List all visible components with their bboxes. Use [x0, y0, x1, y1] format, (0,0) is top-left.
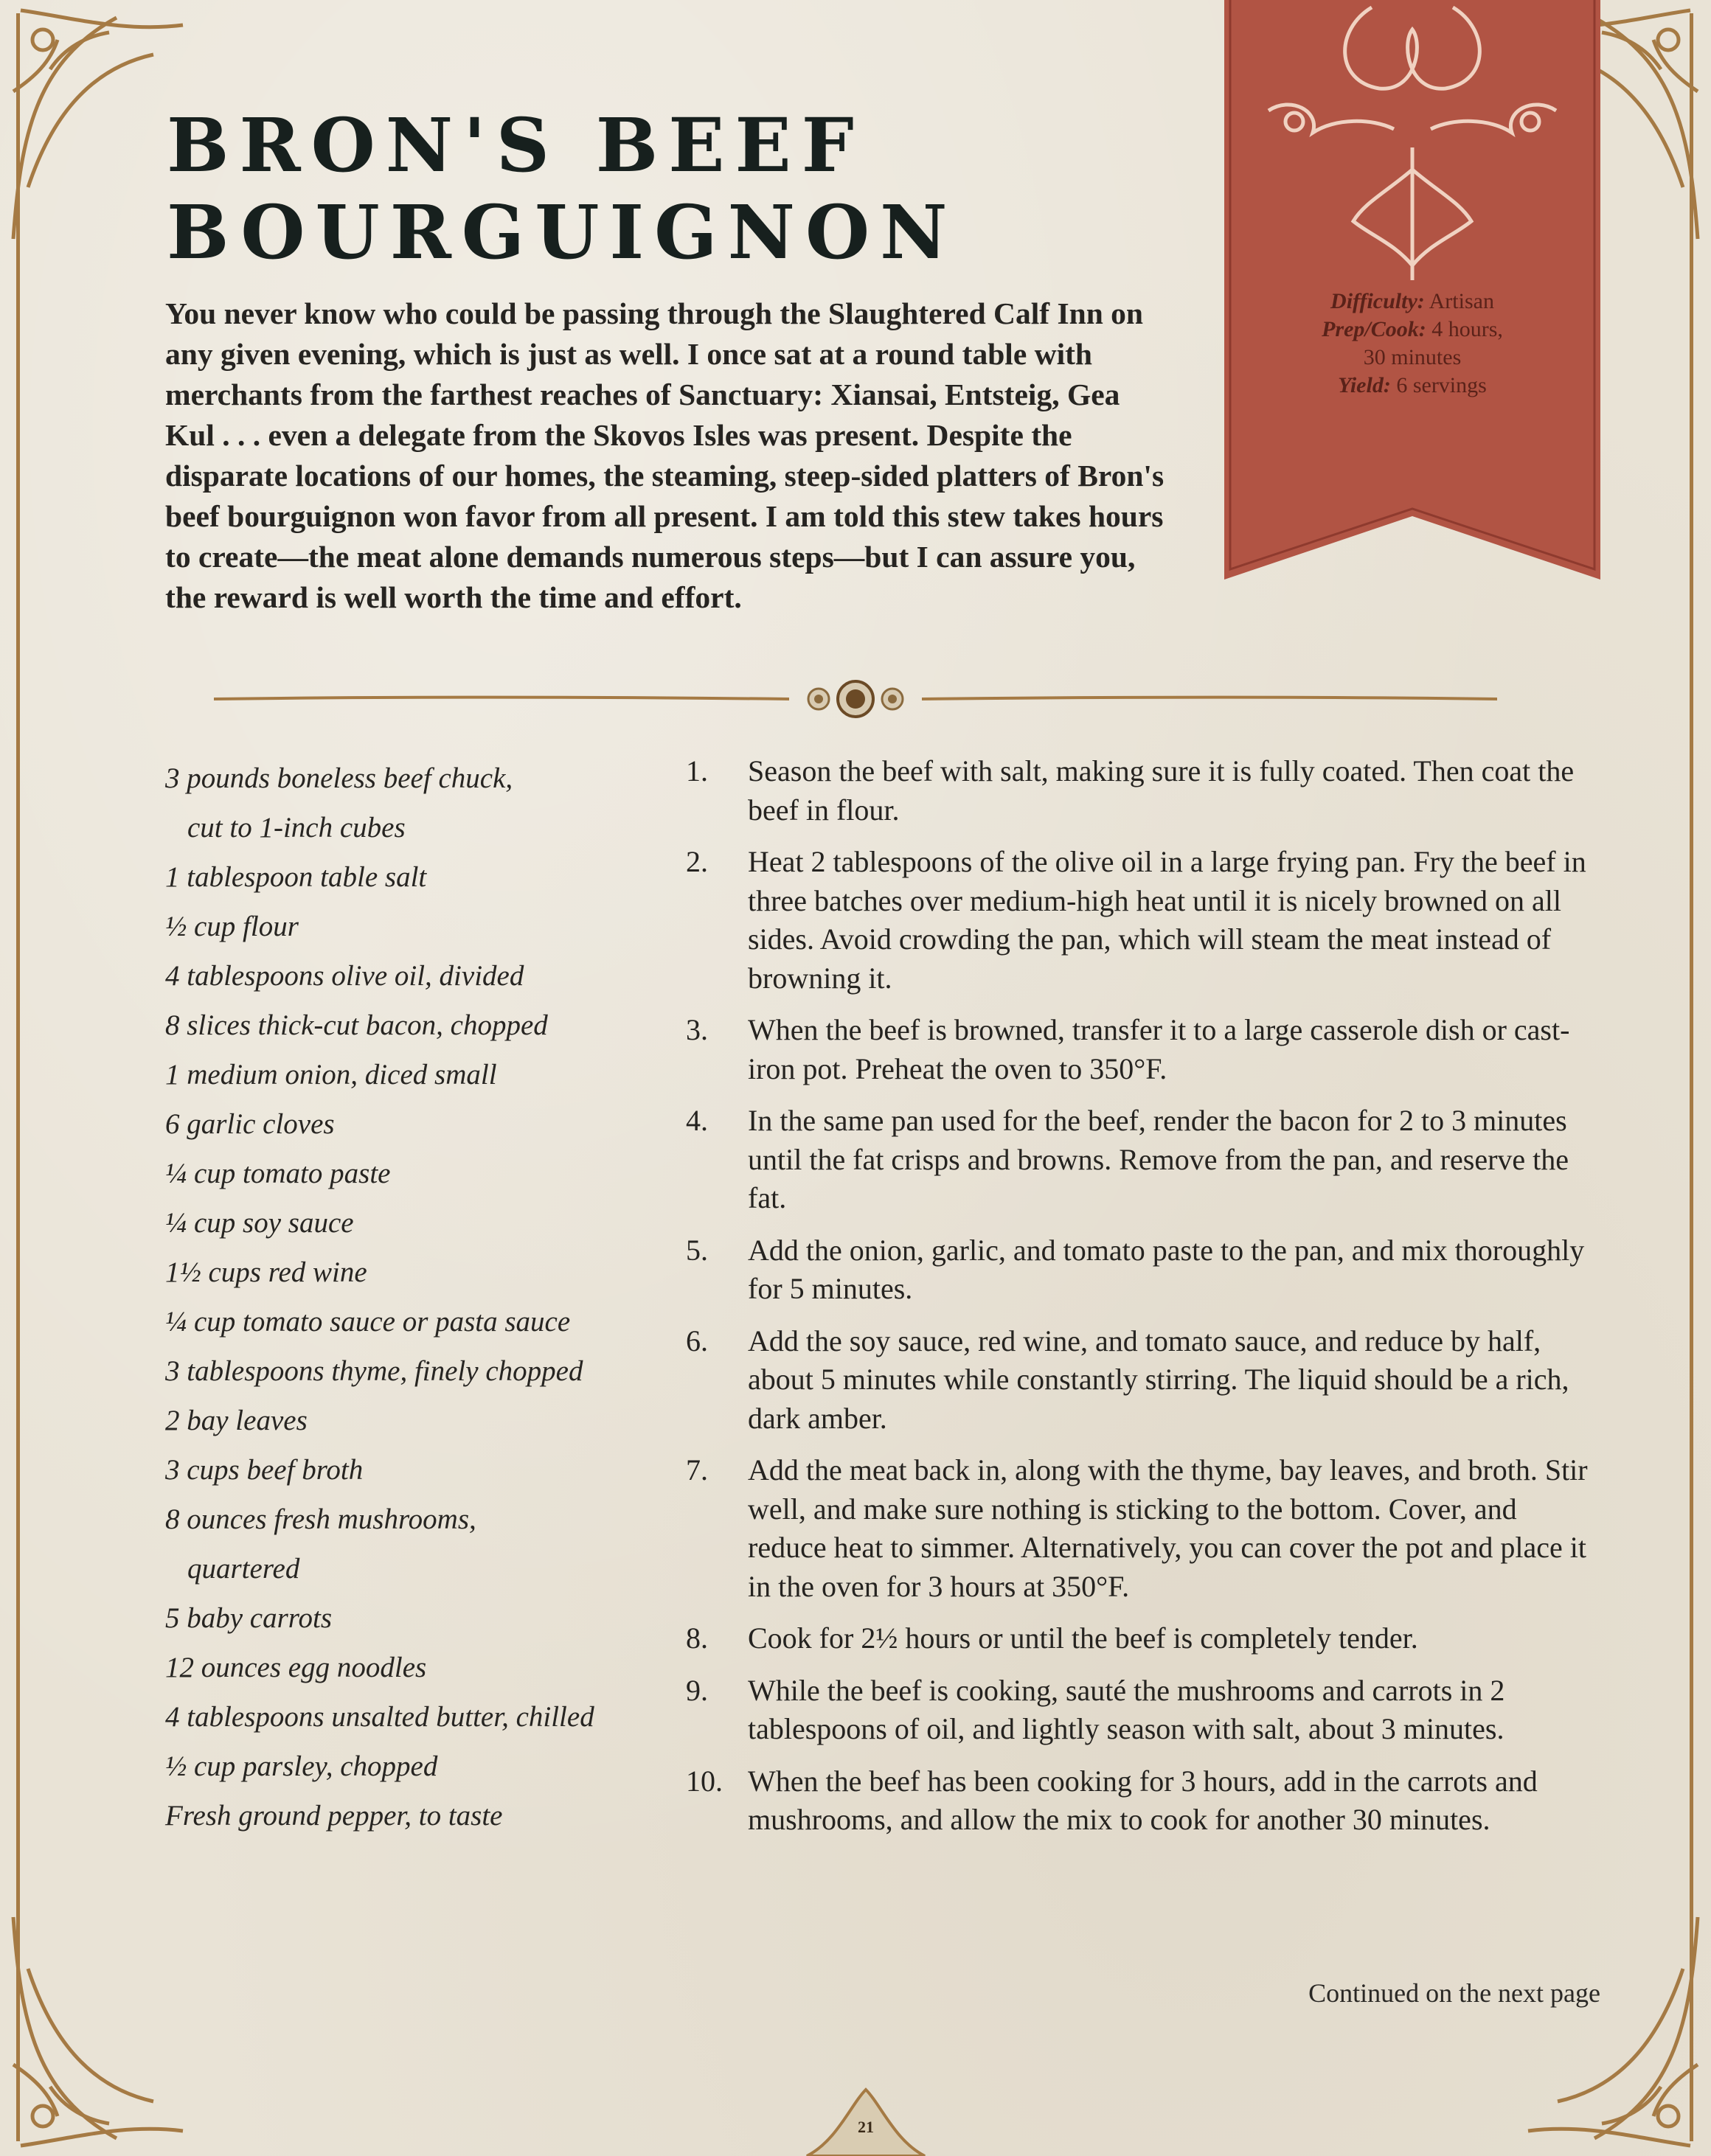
step-text: While the beef is cooking, sauté the mushrooms and carrots in 2 tablespoons of oil, and lightly season with salt, about 3 minutes.	[748, 1673, 1505, 1745]
ingredient-item: 4 tablespoons olive oil, divided	[165, 960, 524, 992]
ingredient-item: 8 slices thick-cut bacon, chopped	[165, 1009, 548, 1041]
continued-note: Continued on the next page	[1308, 1978, 1600, 2008]
step-number: 6.	[686, 1324, 708, 1357]
prep-value: 4 hours,	[1431, 317, 1503, 341]
difficulty-label: Difficulty:	[1330, 289, 1425, 313]
corner-ornament-icon	[1513, 1910, 1705, 2153]
step-number: 3.	[686, 1013, 708, 1046]
step-text: In the same pan used for the beef, render the bacon for 2 to 3 minutes until the fat crisps and browns. Remove from the pan, and reserve the fat.	[748, 1104, 1569, 1214]
ingredient-item: 3 pounds boneless beef chuck,	[165, 762, 513, 794]
divider-ornament-icon	[214, 678, 1497, 720]
ingredient-item: 1½ cups red wine	[165, 1256, 367, 1288]
intro-paragraph: You never know who could be passing through the Slaughtered Calf Inn on any given evening, which is just as well. I once sat at a round table with merchants from the farthest reaches of Sanctuary: Xiansai, Entsteig, Gea Kul . . . even a delegate from the Skovos Isles was present. Despite the disparate locations of our homes, the steaming, steep-sided platters of Bron's beef bourguignon won favor from all present. I am told this stew takes hours to create—the meat alone demands numerous steps—but I can assure you, the reward is well worth the time and effort.	[165, 296, 1165, 614]
ingredient-item: ½ cup parsley, chopped	[165, 1750, 438, 1782]
ingredient-item: 12 ounces egg noodles	[165, 1652, 427, 1683]
recipe-info	[1224, 288, 1600, 400]
step-text: Add the meat back in, along with the thyme, bay leaves, and broth. Stir well, and make sure nothing is sticking to the bottom. Cover, and reduce heat to simmer. Alternatively, you can cover the pot and place it in the oven for 3 hours at 350°F.	[748, 1453, 1588, 1603]
ingredient-item: 1 tablespoon table salt	[165, 861, 427, 893]
instruction-step	[686, 1672, 1593, 1749]
ingredient-item: 4 tablespoons unsalted butter, chilled	[165, 1701, 594, 1733]
prep-label: Prep/Cook:	[1322, 317, 1426, 341]
step-text: Heat 2 tablespoons of the olive oil in a large frying pan. Fry the beef in three batches over medium-high heat until it is nicely browned on all sides. Avoid crowding the pan, which will steam the meat instead of browning it.	[748, 845, 1586, 995]
step-number: 1.	[686, 754, 708, 787]
yield-value: 6 servings	[1396, 373, 1487, 397]
instruction-step	[686, 1102, 1593, 1218]
ingredient-item: ¼ cup tomato sauce or pasta sauce	[165, 1306, 571, 1338]
instruction-step	[686, 1762, 1593, 1840]
ingredient-item: 3 cups beef broth	[165, 1454, 364, 1486]
instructions-list	[686, 752, 1593, 1853]
step-number: 5.	[686, 1233, 708, 1267]
ingredient-item: Fresh ground pepper, to taste	[165, 1800, 503, 1832]
step-number: 2.	[686, 845, 708, 878]
ingredient-item: cut to 1-inch cubes	[187, 812, 406, 844]
prep-row	[1224, 316, 1600, 344]
ingredient-item: 1 medium onion, diced small	[165, 1059, 497, 1091]
instruction-step	[686, 843, 1593, 998]
instruction-step	[686, 1322, 1593, 1439]
ingredient-item: ¼ cup tomato paste	[165, 1158, 391, 1189]
yield-row	[1224, 372, 1600, 400]
step-text: When the beef is browned, transfer it to a large casserole dish or cast-iron pot. Preheat the oven to 350°F.	[748, 1013, 1570, 1085]
step-number: 9.	[686, 1673, 708, 1707]
instruction-step	[686, 1619, 1593, 1658]
instruction-step	[686, 1011, 1593, 1088]
ingredient-item: quartered	[187, 1553, 300, 1585]
page-number-tab	[799, 2082, 932, 2156]
step-text: When the beef has been cooking for 3 hours, add in the carrots and mushrooms, and allow the mix to cook for another 30 minutes.	[748, 1764, 1538, 1836]
prep-value-continued: 30 minutes	[1363, 345, 1462, 369]
difficulty-value: Artisan	[1429, 289, 1494, 313]
instruction-step	[686, 752, 1593, 830]
recipe-title	[167, 102, 1199, 276]
ingredient-item: 6 garlic cloves	[165, 1108, 335, 1140]
ingredient-item: 8 ounces fresh mushrooms,	[165, 1503, 476, 1535]
step-text: Season the beef with salt, making sure it is fully coated. Then coat the beef in flour.	[748, 754, 1575, 827]
difficulty-row	[1224, 288, 1600, 316]
step-text: Cook for 2½ hours or until the beef is completely tender.	[748, 1621, 1418, 1655]
yield-label: Yield:	[1338, 373, 1391, 397]
ingredient-item: 3 tablespoons thyme, finely chopped	[165, 1355, 583, 1387]
step-number: 8.	[686, 1621, 708, 1655]
instruction-step	[686, 1231, 1593, 1309]
instruction-step	[686, 1451, 1593, 1606]
recipe-title-line-1: BRON'S BEEF	[167, 102, 864, 189]
ingredient-item: 2 bay leaves	[165, 1405, 308, 1436]
step-number: 4.	[686, 1104, 708, 1137]
corner-ornament-icon	[6, 1910, 198, 2153]
ornamental-divider	[214, 678, 1497, 720]
ingredient-item: ½ cup flour	[165, 911, 299, 942]
recipe-title-line-2: BOURGUIGNON	[167, 189, 958, 276]
step-text: Add the onion, garlic, and tomato paste to the pan, and mix thoroughly for 5 minutes.	[748, 1233, 1585, 1305]
page-number: 21	[858, 2118, 874, 2136]
step-number: 7.	[686, 1453, 708, 1486]
ingredient-item: ¼ cup soy sauce	[165, 1207, 354, 1239]
ingredient-item: 5 baby carrots	[165, 1602, 333, 1634]
step-text: Add the soy sauce, red wine, and tomato sauce, and reduce by half, about 5 minutes while constantly stirring. The liquid should be a rich, dark amber.	[748, 1324, 1569, 1435]
step-number: 10.	[686, 1764, 723, 1798]
recipe-info-banner	[1224, 0, 1600, 580]
ingredients-list	[165, 754, 681, 1840]
